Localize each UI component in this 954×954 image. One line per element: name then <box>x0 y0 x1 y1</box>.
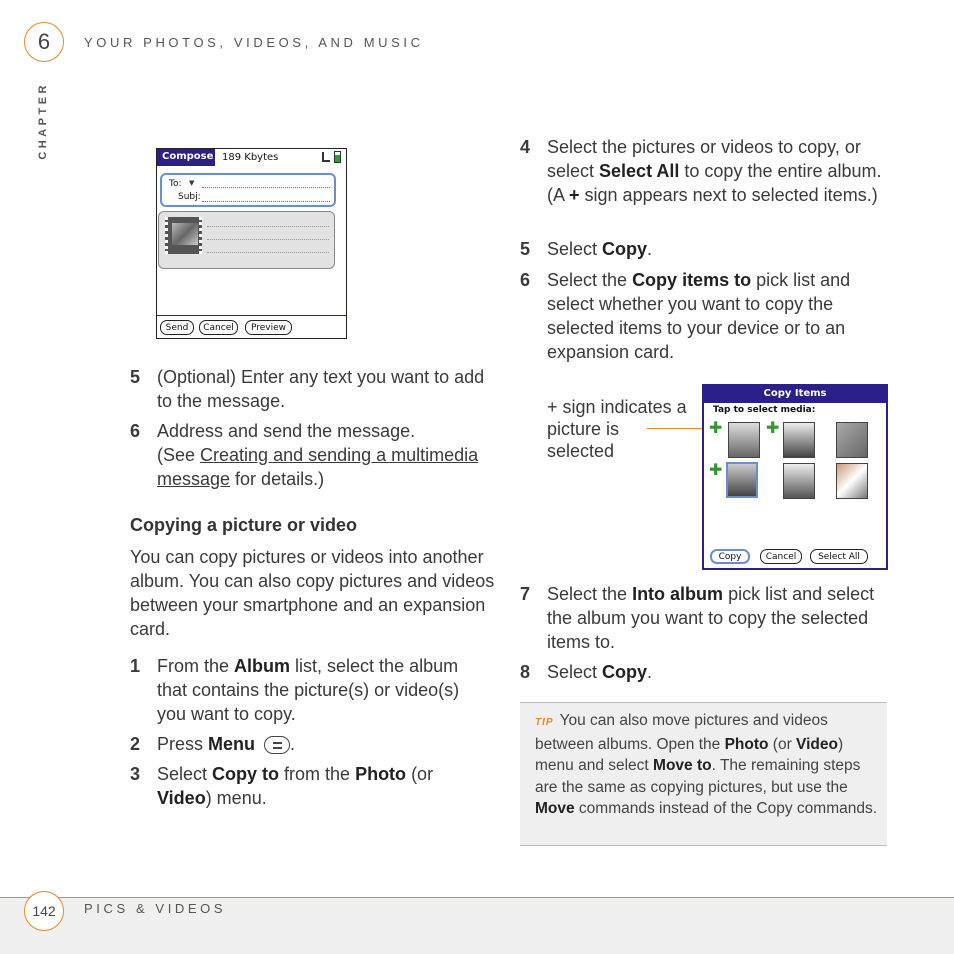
photo-thumbnail[interactable] <box>165 217 202 254</box>
running-head: YOUR PHOTOS, VIDEOS, AND MUSIC <box>84 35 424 50</box>
callout-leader-line <box>647 428 703 429</box>
chevron-down-icon: ▼ <box>189 179 195 187</box>
media-thumbnail[interactable] <box>783 422 815 458</box>
media-thumbnail[interactable] <box>836 463 868 499</box>
copy-items-screenshot <box>702 384 888 570</box>
compose-screenshot <box>156 148 347 339</box>
page-number: 142 <box>24 891 64 931</box>
section-heading: Copying a picture or video <box>130 515 358 535</box>
media-thumbnail-selected[interactable] <box>726 462 758 498</box>
media-thumbnail[interactable] <box>836 422 868 458</box>
message-text-line[interactable] <box>207 239 329 240</box>
copy-button[interactable]: Copy <box>710 549 750 564</box>
cancel-button[interactable]: Cancel <box>199 320 238 335</box>
battery-icon <box>334 151 341 163</box>
menu-key-icon <box>264 736 290 754</box>
media-thumbnail[interactable] <box>728 422 760 458</box>
selection-callout: + sign indicates a picture is selected <box>547 397 687 461</box>
compose-toolbar-divider <box>157 315 346 316</box>
to-field[interactable] <box>202 187 330 188</box>
media-thumbnail[interactable] <box>783 463 815 499</box>
compose-size: 189 Kbytes <box>222 152 279 163</box>
plus-icon: ✚ <box>709 460 723 479</box>
tip-text: TIP You can also move pictures and videos between albums. Open the Photo (or Video) menu and select Move to. The remaining steps are the same as copying pictures, but use the Move commands instead of the Copy commands. <box>535 712 878 817</box>
tip-label: TIP <box>535 717 554 728</box>
subj-field[interactable] <box>202 201 330 202</box>
copy-items-title: Copy Items <box>704 386 886 403</box>
plus-icon: ✚ <box>709 418 723 437</box>
copy-items-subtitle: Tap to select media: <box>713 405 816 415</box>
plus-icon: ✚ <box>766 418 780 437</box>
signal-icon <box>322 152 330 162</box>
message-text-line[interactable] <box>207 226 329 227</box>
to-label: To: <box>169 179 182 189</box>
compose-title: Compose <box>157 149 215 166</box>
preview-button[interactable]: Preview <box>245 320 292 335</box>
subj-label: Subj: <box>178 192 201 202</box>
attachment-panel <box>158 211 335 269</box>
footer-section-title: PICS & VIDEOS <box>84 901 227 916</box>
message-text-line[interactable] <box>207 252 329 253</box>
tip-box <box>520 702 887 846</box>
address-panel <box>160 173 336 207</box>
chapter-number-badge: 6 <box>24 22 64 62</box>
cancel-button[interactable]: Cancel <box>760 549 802 564</box>
chapter-label: CHAPTER <box>37 82 49 160</box>
multimedia-message-link[interactable]: Creating and sending a multimedia message <box>157 445 479 489</box>
send-button[interactable]: Send <box>160 320 194 335</box>
select-all-button[interactable]: Select All <box>810 549 868 564</box>
section-intro: You can copy pictures or videos into another album. You can also copy pictures and videos between your smartphone and an expansion card. <box>130 547 495 639</box>
